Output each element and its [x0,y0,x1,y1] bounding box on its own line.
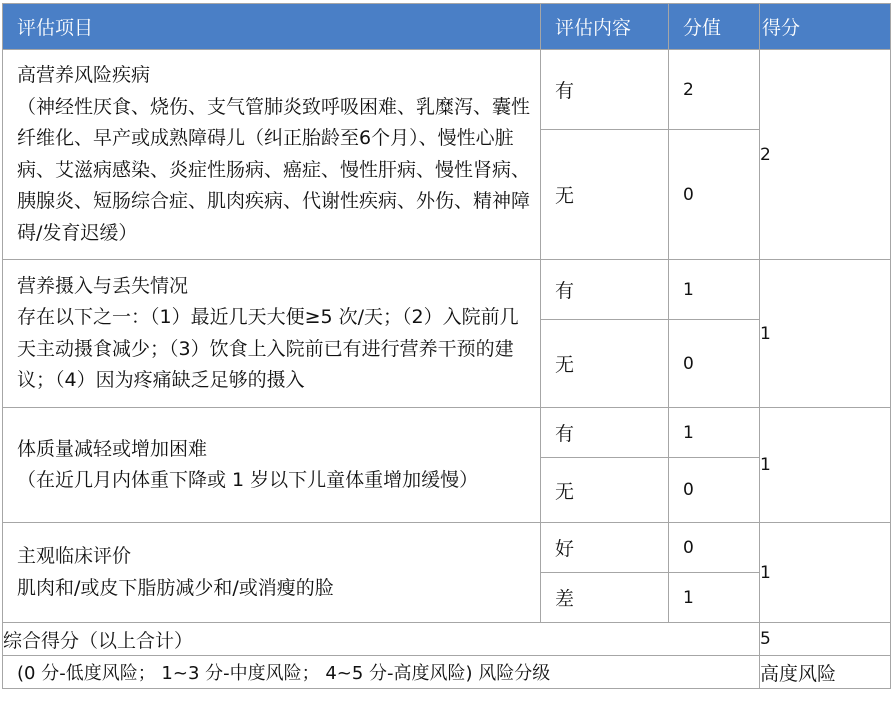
option-label: 差 [541,573,669,623]
option-label: 无 [541,130,669,260]
option-label: 有 [541,50,669,130]
option-label: 无 [541,320,669,408]
total-value: 5 [760,623,891,656]
table-row [3,523,891,573]
item-score: 1 [760,260,891,408]
assessment-item-3 [3,408,541,523]
assessment-item-1 [3,50,541,260]
option-points: 0 [669,523,760,573]
item-title: 高营养风险疾病 [17,64,151,86]
header-content: 评估内容 [541,4,669,50]
option-points: 2 [669,50,760,130]
header-row [3,4,891,50]
item-detail: （在近几月内体重下降或 1 岁以下儿童体重增加缓慢） [17,469,479,491]
assessment-item-2 [3,260,541,408]
header-item: 评估项目 [3,4,541,50]
item-score: 1 [760,408,891,523]
option-label: 有 [541,408,669,458]
option-points: 0 [669,320,760,408]
option-label: 好 [541,523,669,573]
total-row [3,623,891,656]
table-row [3,50,891,130]
item-detail: （神经性厌食、烧伤、支气管肺炎致呼吸困难、乳糜泻、囊性纤维化、早产或成熟障碍儿（纠正胎龄至6个月）、慢性心脏病、艾滋病感染、炎症性肠病、癌症、慢性肝病、慢性肾病、胰腺炎、短肠综合症、肌肉疾病、代谢性疾病、外伤、精神障碍/发育迟缓） [17,95,531,244]
item-score: 2 [760,50,891,260]
grading-value: 高度风险 [760,656,891,689]
header-score: 得分 [760,4,891,50]
item-title: 营养摄入与丢失情况 [17,274,189,297]
grading-label: (0 分-低度风险； 1~3 分-中度风险； 4~5 分-高度风险) 风险分级 [3,656,760,689]
option-points: 0 [669,130,760,260]
option-points: 1 [669,260,760,320]
header-points: 分值 [669,4,760,50]
assessment-item-4 [3,523,541,623]
total-label: 综合得分（以上合计） [3,623,760,656]
option-label: 有 [541,260,669,320]
option-points: 1 [669,408,760,458]
option-label: 无 [541,458,669,523]
table-row [3,408,891,458]
item-detail: 肌肉和/或皮下脂肪减少和/或消瘦的脸 [17,576,334,599]
item-detail: 存在以下之一：（1）最近几天大便≥5 次/天；（2）入院前几天主动摄食减少；（3）饮食上入院前已有进行营养干预的建议；（4）因为疼痛缺乏足够的摄入 [17,306,519,391]
option-points: 0 [669,458,760,523]
item-title: 主观临床评价 [17,545,132,567]
item-title: 体质量减轻或增加困难 [17,437,208,460]
nutrition-risk-table [2,3,891,689]
table-row [3,260,891,320]
option-points: 1 [669,573,760,623]
item-score: 1 [760,523,891,623]
grading-row [3,656,891,689]
